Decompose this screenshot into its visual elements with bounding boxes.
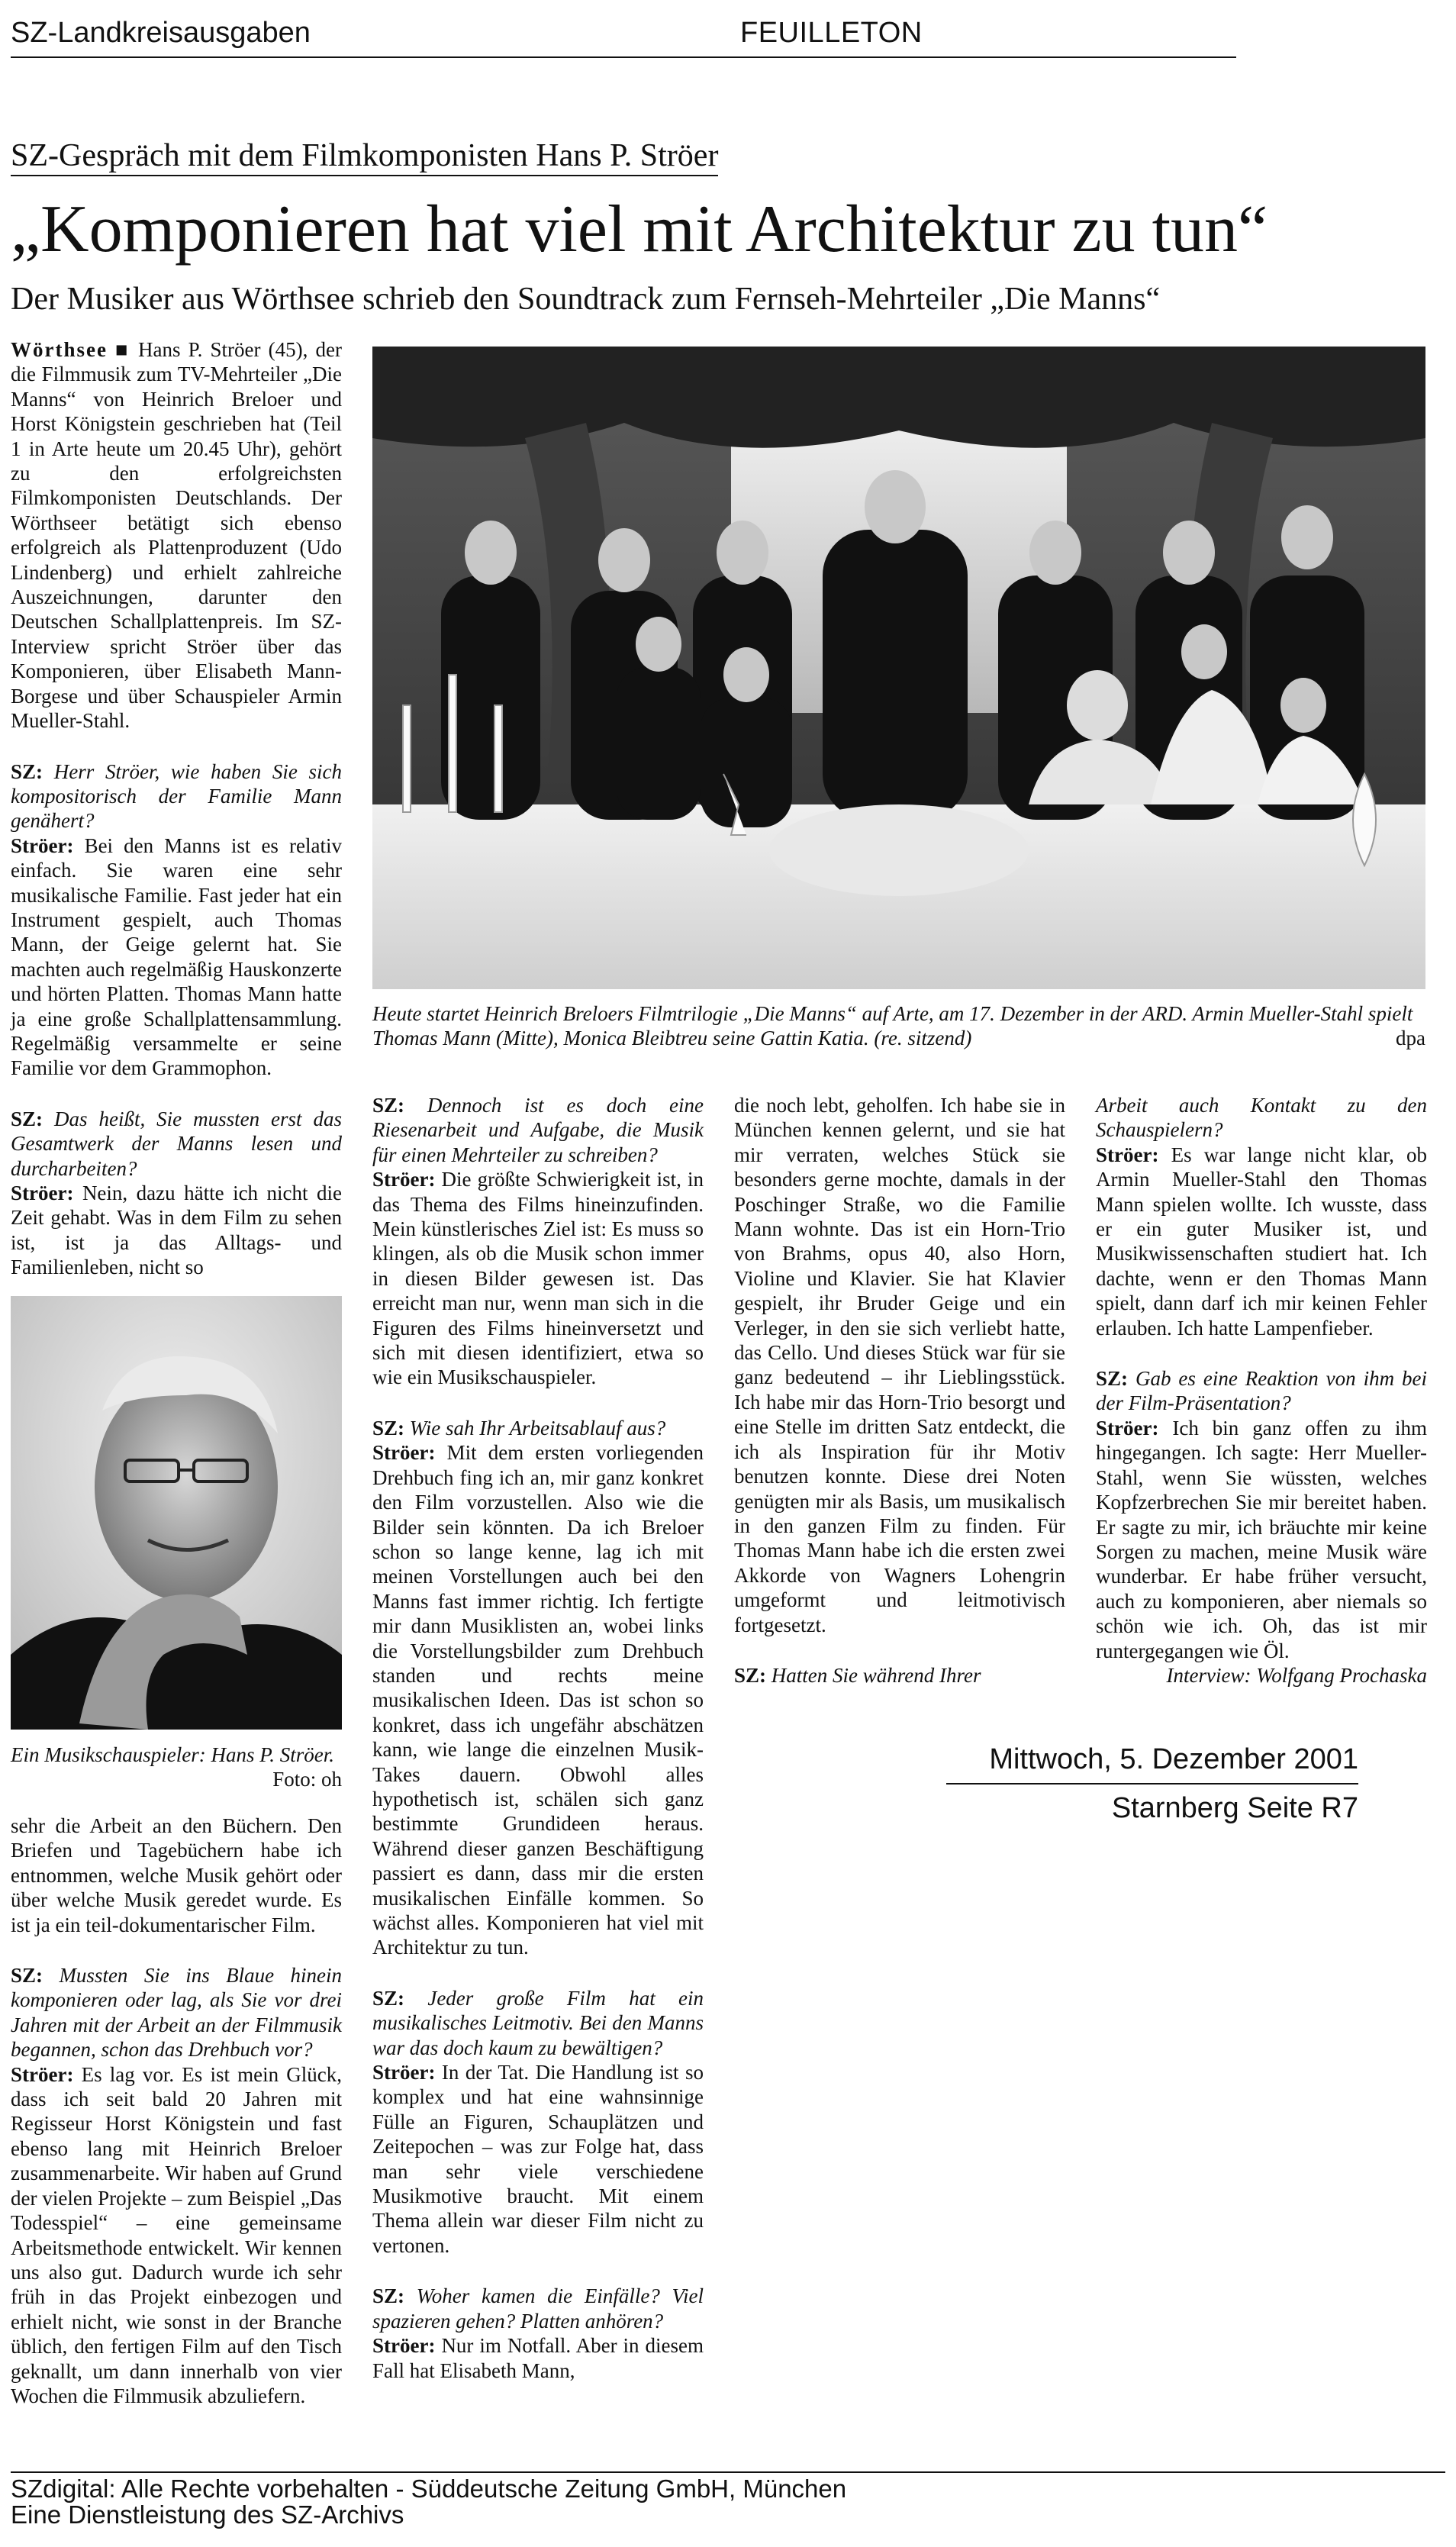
answer: Ströer: Die größte Schwierigkeit ist, in das Thema des Films hineinzufinden. Mein künstlerisches Ziel ist: Es muss so klingen, als ob die Musik schon immer in diesen Bilder gewesen ist. Das erreicht man nur, wenn man sich in die Figuren des Films hineinversetzt und sich mit diesen identifiziert, etwa so wie ein Musikschauspieler. — [372, 1168, 704, 1389]
portrait-caption: Ein Musikschauspieler: Hans P. Ströer. Foto: oh — [11, 1743, 342, 1791]
question: SZ: Hatten Sie während Ihrer — [734, 1663, 981, 1687]
date-rule — [946, 1783, 1358, 1785]
question: SZ: Woher kamen die Einfälle? Viel spazieren gehen? Platten anhören? — [372, 2284, 704, 2333]
column-1 — [11, 337, 342, 1280]
family-dinner-photo-image — [372, 347, 1425, 989]
intro-paragraph — [11, 337, 342, 733]
answer-continued: die noch lebt, geholfen. Ich habe sie in München kennen gelernt, und sie hat mir verraten, welches Stück sie besonders gerne mochte, damals in der Poschinger Straße, wo die Familie Mann wohnte. Das ist ein Horn-Trio von Brahms, opus 40, also Horn, Violine und Klavier. Sie hat Klavier gespielt, ihr Bruder Geige und ein Verleger, in den sie sich verliebt hatte, das Cello. Und dieses Stück war für sie ganz bedeutend – ihr Lieblingsstück. Ich habe mir das Horn-Trio besorgt und eine Stelle im dritten Satz entdeckt, die ich als Inspiration für ihr Motiv benutzen konnte. Diese drei Noten genügten mir als Basis, um musikalisch in den ganzen Film zu finden. Für Thomas Mann habe ich die ersten zwei Akkorde von Wagners Lohengrin umgeformt und leitmotivisch fortgesetzt. — [734, 1094, 1065, 1636]
answer: Ströer: Bei den Manns ist es relativ einfach. Sie waren eine sehr musikalische Familie. Fast jeder hat ein Instrument gespielt, auch Thomas Mann, der Geige gelernt hat. Sie machten auch regelmäßig Hauskonzerte und hörten Platten. Thomas Mann hatte ja eine große Schallplattensammlung. Regelmäßig versammelte er seine Familie vor dem Grammophon. — [11, 833, 342, 1080]
question: SZ: Mussten Sie ins Blaue hinein komponieren oder lag, als Sie vor drei Jahren mit der Arbeit an der Filmmusik begannen, schon das Drehbuch vor? — [11, 1964, 343, 2062]
edition-label: SZ-Landkreisausgaben — [11, 17, 311, 49]
page-number: Starnberg Seite R7 — [1111, 1792, 1358, 1824]
footer-copyright: SZdigital: Alle Rechte vorbehalten - Süddeutsche Zeitung GmbH, München — [11, 2474, 847, 2503]
main-photo-caption: Heute startet Heinrich Breloers Filmtrilogie „Die Manns“ auf Arte, am 17. Dezember in der ARD. Armin Mueller-Stahl spielt Thomas Mann (Mitte), Monica Bleibtreu seine Gattin Katia. (re. sitzend) dpa — [372, 1002, 1425, 1049]
portrait-credit: Foto: oh — [272, 1768, 342, 1791]
column-2 — [372, 1093, 704, 2383]
main-photo-credit: dpa — [1396, 1027, 1425, 1049]
footer-rule — [11, 2471, 1445, 2473]
column-3 — [734, 1093, 1065, 1688]
answer: Ströer: Nur im Notfall. Aber in diesem Fall hat Elisabeth Mann, — [372, 2334, 704, 2382]
main-photo — [372, 347, 1425, 989]
question: SZ: Herr Ströer, wie haben Sie sich kompositorisch der Familie Mann genähert? — [11, 759, 343, 833]
column-1-continued — [11, 1814, 342, 2408]
answer: Ströer: Nein, dazu hätte ich nicht die Zeit gehabt. Was in dem Film zu sehen ist, ist ja das Alltags- und Familienleben, nicht so — [11, 1182, 342, 1279]
byline: Interview: Wolfgang Prochaska — [1166, 1663, 1427, 1687]
answer: Ströer: Es war lange nicht klar, ob Armin Mueller-Stahl den Thomas Mann spielen wollte. Ich wusste, dass er ein guter Musiker ist, und Musikwissenschaften studiert hat. Ich dachte, wenn er den Thomas Mann spielt, dann darf ich mir keinen Fehler erlauben. Ich hatte Lampenfieber. — [1096, 1143, 1428, 1340]
question: SZ: Das heißt, Sie mussten erst das Gesamtwerk der Manns lesen und durcharbeiten? — [11, 1107, 343, 1180]
question: SZ: Wie sah Ihr Arbeitsablauf aus? — [372, 1416, 666, 1440]
dateline: Wörthsee — [11, 338, 108, 361]
publication-date: Mittwoch, 5. Dezember 2001 — [989, 1743, 1358, 1775]
answer: Ströer: Mit dem ersten vorliegenden Drehbuch fing ich an, mir ganz konkret den Film vorzustellen. Also wie die Bilder sein könnten. Da ich Breloer schon so lange kenne, lag ich mit meinen Vorstellungen auch bei den Manns fast immer richtig. Ich fertigte mir dann Musiklisten an, wobei links die Vorstellungsbilder zum Drehbuch standen und rechts meine musikalischen Ideen. Das ist schon so konkret, dass ich ungefähr abschätzen kann, wie lange die einzelnen Musik-Takes dauern. Obwohl alles hypothetisch ist, schälen sich ganz bestimmte Grundideen heraus. Während dieser ganzen Beschäftigung passiert es dann, dass mir die ersten musikalischen Einfälle kommen. So wächst alles. Komponieren hat viel mit Architektur zu tun. — [372, 1441, 704, 1959]
header-rule — [11, 56, 1236, 58]
question: SZ: Dennoch ist es doch eine Riesenarbeit und Aufgabe, die Musik für einen Mehrteiler zu schreiben? — [372, 1094, 704, 1166]
answer: Ströer: Es lag vor. Es ist mein Glück, dass ich seit bald 20 Jahren mit Regisseur Horst Königstein und fast ebenso lang mit Heinrich Breloer zusammenarbeite. Wir haben auf Grund der vielen Projekte – zum Beispiel „Das Todesspiel“ – eine gemeinsame Arbeitsmethode entwickelt. Wir kennen uns also gut. Dadurch wurde ich sehr früh in das Projekt einbezogen und erhielt nicht, wie sonst in der Branche üblich, den fertigen Film auf den Tisch geknallt, um dann innerhalb von vier Wochen die Filmmusik abzuliefern. — [11, 2062, 343, 2407]
portrait-photo-image — [11, 1296, 342, 1730]
answer: Ströer: In der Tat. Die Handlung ist so komplex und hat eine wahnsinnige Fülle an Figuren, Schauplätzen und Zeitepochen – was zur Folge hat, dass man sehr viele verschiedene Musikmotive braucht. Mit einem Thema allein war dieser Film nicht zu vertonen. — [372, 2061, 704, 2257]
footer-service: Eine Dienstleistung des SZ-Archivs — [11, 2500, 404, 2529]
question: SZ: Jeder große Film hat ein musikalisches Leitmotiv. Bei den Manns war das doch kaum zu bewältigen? — [372, 1986, 704, 2059]
headline: „Komponieren hat viel mit Architektur zu tun“ — [11, 192, 1268, 266]
question: SZ: Gab es eine Reaktion von ihm bei der Film-Präsentation? — [1096, 1367, 1427, 1415]
intro-text: Hans P. Ströer (45), der die Filmmusik zum TV-Mehrteiler „Die Manns“ von Heinrich Breloer und Horst Königstein geschrieben hat (Teil 1 in Arte heute um 20.45 Uhr), gehört zu den erfolgreichsten Filmkomponisten Deutschlands. Der Wörthseer betätigt sich ebenso erfolgreich als Plattenproduzent (Udo Lindenberg) und erhielt zahlreiche Auszeichnungen, darunter den Deutschen Schallplattenpreis. Im SZ-Interview spricht Ströer über das Komponieren, über Elisabeth Mann-Borgese und über Schauspieler Armin Mueller-Stahl. — [11, 338, 343, 733]
subheadline: Der Musiker aus Wörthsee schrieb den Soundtrack zum Fernseh-Mehrteiler „Die Manns“ — [11, 282, 1161, 317]
answer-continued: sehr die Arbeit an den Büchern. Den Briefen und Tagebüchern habe ich entnommen, welche Musik gehört oder über welche Musik geredet wurde. Es ist ja ein teil-dokumentarischer Film. — [11, 1814, 342, 1936]
answer: Ströer: Ich bin ganz offen zu ihm hingegangen. Ich sagte: Herr Mueller-Stahl, wenn Sie wüssten, welches Kopfzerbrechen Sie mir bereitet haben. Er sagte zu mir, ich bräuchte mir keine Sorgen zu machen, meine Musik wäre wunderbar. Er habe früher versucht, auch zu komponieren, aber niemals so schön wie ich. Oh, das ist mir runtergegangen wie Öl. — [1096, 1416, 1427, 1662]
section-label: FEUILLETON — [740, 17, 923, 49]
question-continued: Arbeit auch Kontakt zu den Schauspielern? — [1096, 1094, 1427, 1142]
kicker-text: SZ-Gespräch mit dem Filmkomponisten Hans P. Ströer — [11, 138, 718, 176]
dateline-square-icon: ■ — [115, 338, 130, 361]
portrait-photo — [11, 1296, 342, 1730]
kicker — [11, 137, 718, 174]
column-4 — [1096, 1093, 1427, 1688]
